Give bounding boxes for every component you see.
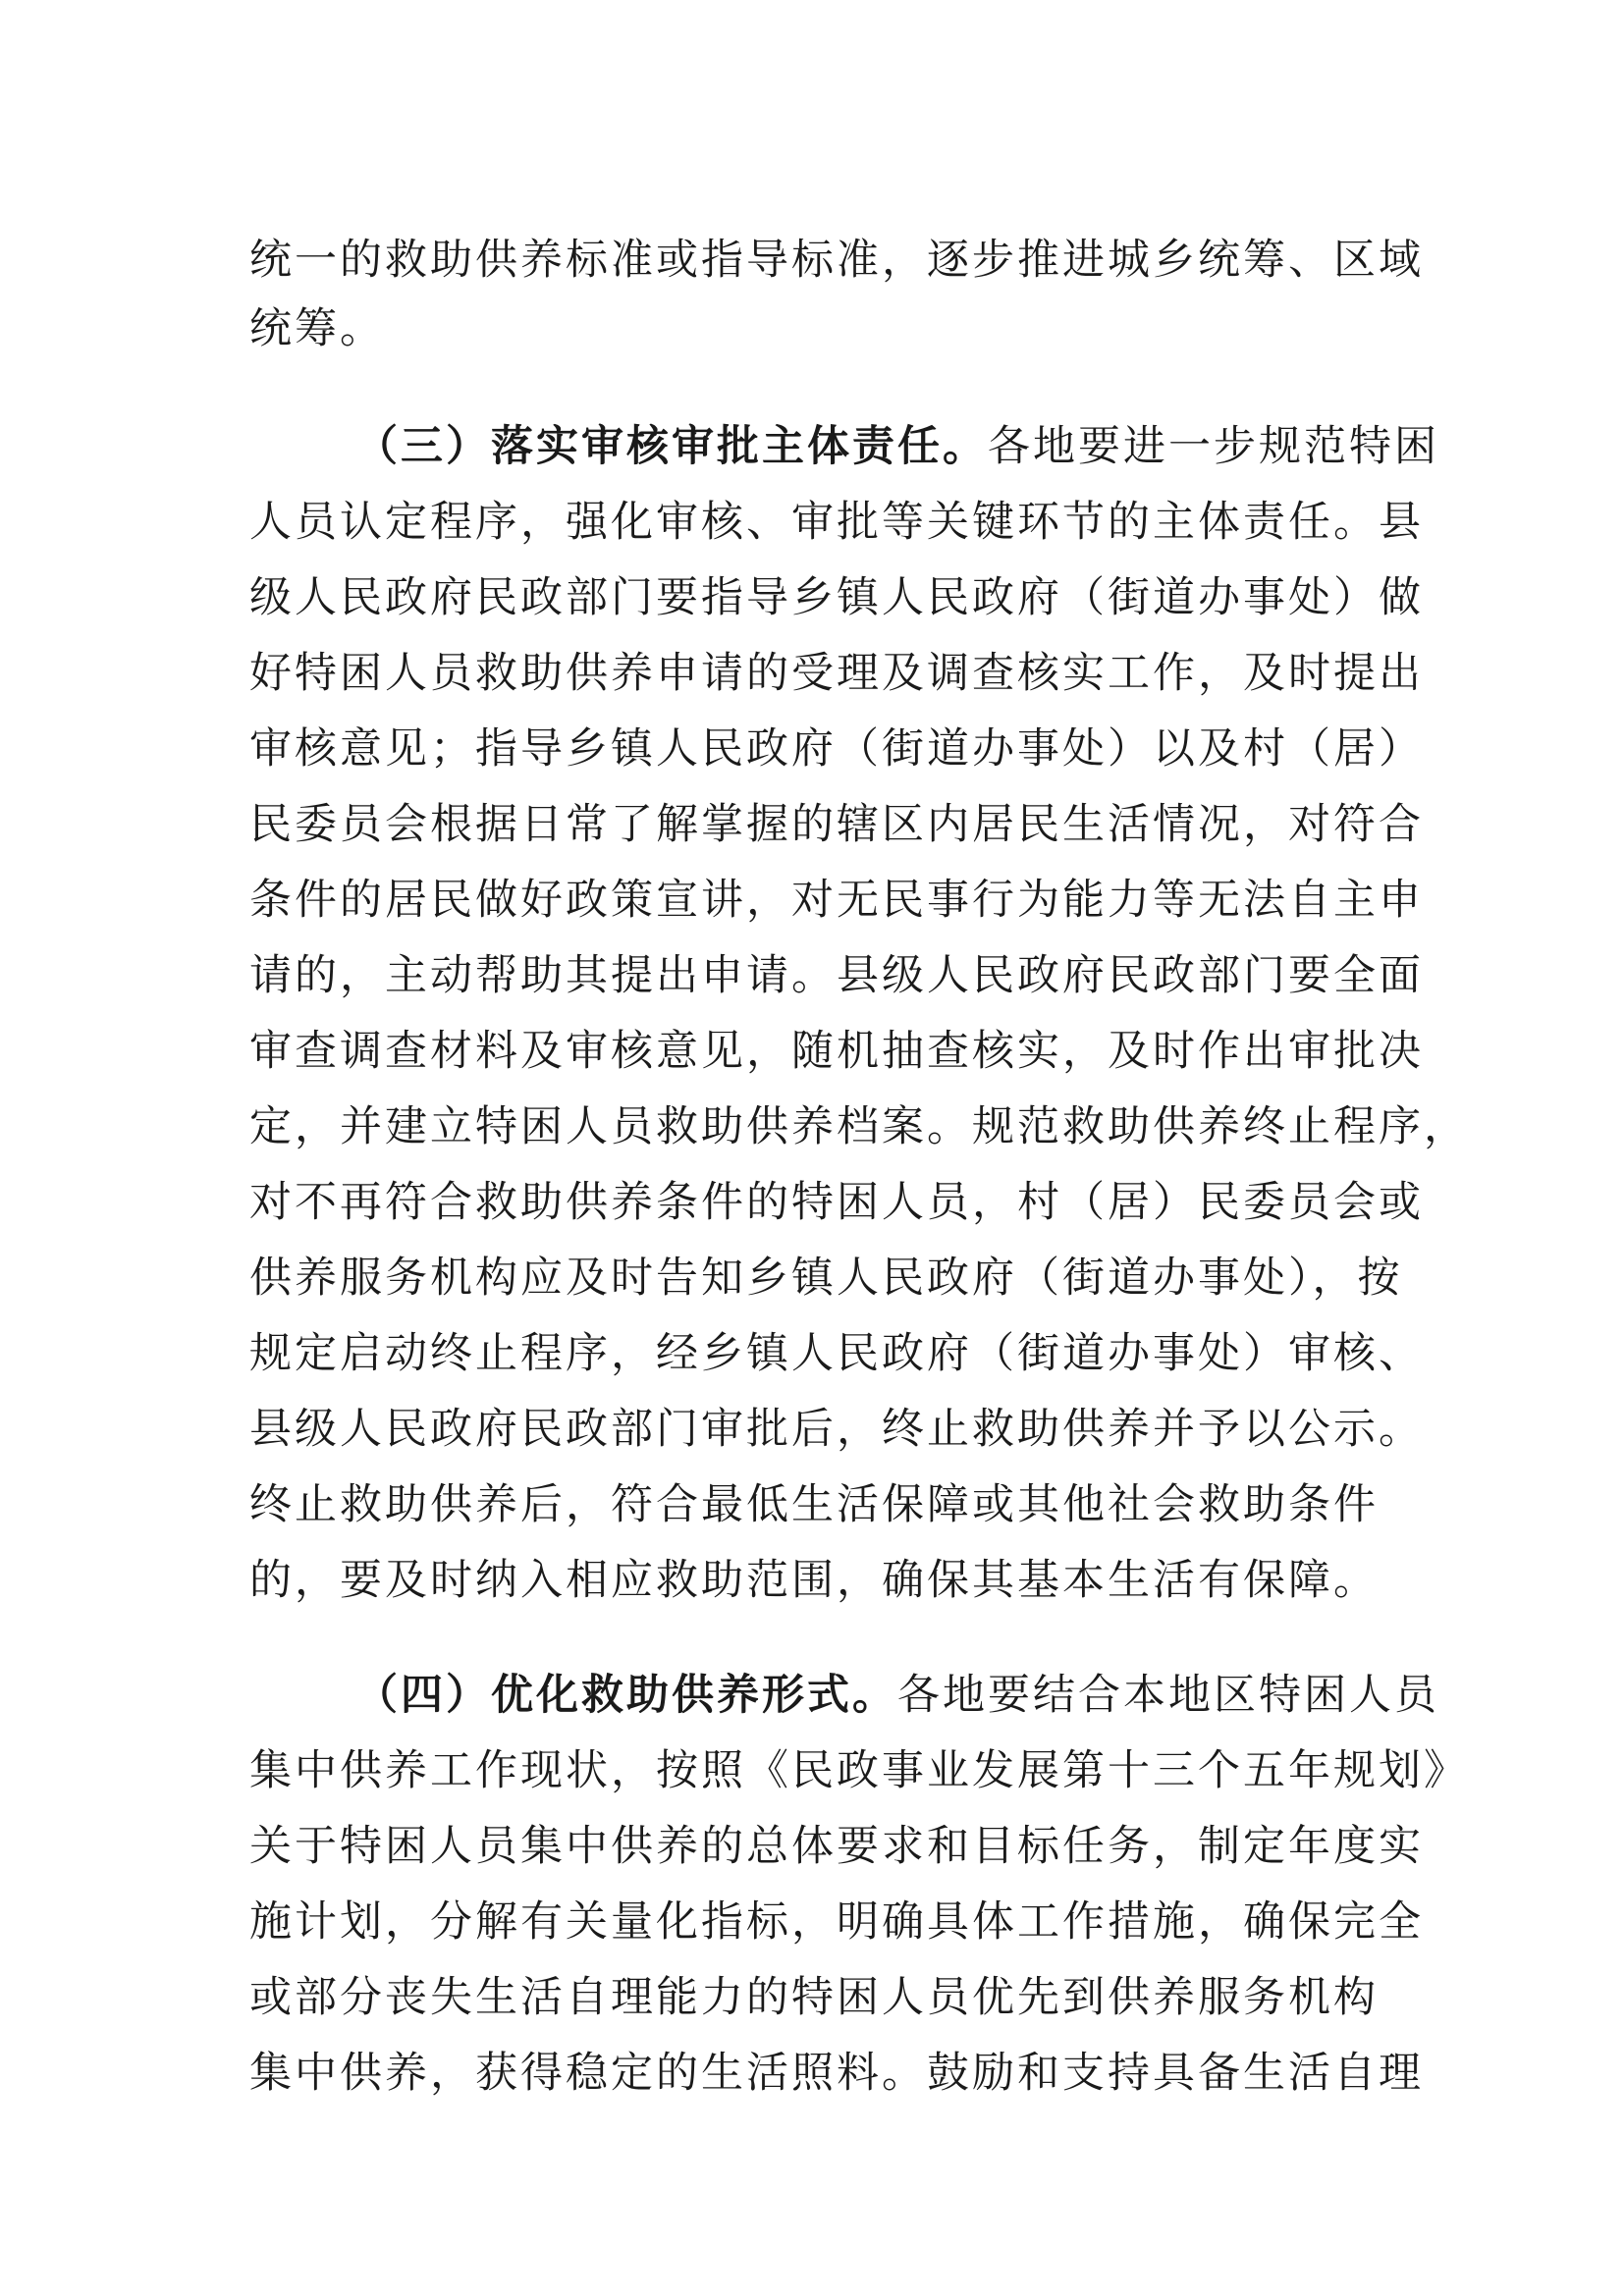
text-line: 请的，主动帮助其提出申请。县级人民政府民政部门要全面 bbox=[249, 951, 1424, 1000]
text-line: 条件的居民做好政策宣讲，对无民事行为能力等无法自主申 bbox=[249, 876, 1424, 925]
text-line: 级人民政府民政部门要指导乡镇人民政府（街道办事处）做 bbox=[249, 573, 1424, 622]
text-line: 终止救助供养后，符合最低生活保障或其他社会救助条件 bbox=[249, 1480, 1379, 1529]
text-line: 集中供养工作现状，按照《民政事业发展第十三个五年规划》 bbox=[249, 1746, 1469, 1795]
text-line: 定，并建立特困人员救助供养档案。规范救助供养终止程序， bbox=[249, 1102, 1469, 1151]
text-line: 审查调查材料及审核意见，随机抽查核实，及时作出审批决 bbox=[249, 1027, 1424, 1076]
text-line: 统筹。 bbox=[249, 304, 385, 353]
text-line: 审核意见；指导乡镇人民政府（街道办事处）以及村（居） bbox=[249, 724, 1424, 774]
text-line: 人员认定程序，强化审核、审批等关键环节的主体责任。县 bbox=[249, 498, 1424, 547]
text-line: 或部分丧失生活自理能力的特困人员优先到供养服务机构 bbox=[249, 1973, 1379, 2022]
text-segment: 各地要进一步规范特困 bbox=[988, 422, 1439, 471]
paragraph-heading-line bbox=[355, 1671, 1439, 1720]
text-line: 好特困人员救助供养申请的受理及调查核实工作，及时提出 bbox=[249, 649, 1424, 698]
text-segment: 各地要结合本地区特困人员 bbox=[897, 1671, 1439, 1720]
text-line: 对不再符合救助供养条件的特困人员，村（居）民委员会或 bbox=[249, 1178, 1424, 1227]
paragraph-heading-line bbox=[355, 422, 1439, 471]
section-heading-3: （三）落实审核审批主体责任。 bbox=[355, 422, 988, 471]
text-line: 统一的救助供养标准或指导标准，逐步推进城乡统筹、区域 bbox=[249, 236, 1424, 285]
text-line: 规定启动终止程序，经乡镇人民政府（街道办事处）审核、 bbox=[249, 1329, 1424, 1378]
text-line: 施计划，分解有关量化指标，明确具体工作措施，确保完全 bbox=[249, 1897, 1424, 1947]
text-line: 的，要及时纳入相应救助范围，确保其基本生活有保障。 bbox=[249, 1556, 1379, 1605]
text-line: 县级人民政府民政部门审批后，终止救助供养并予以公示。 bbox=[249, 1405, 1424, 1454]
text-line: 关于特困人员集中供养的总体要求和目标任务，制定年度实 bbox=[249, 1822, 1424, 1871]
section-heading-4: （四）优化救助供养形式。 bbox=[355, 1671, 897, 1720]
text-line: 集中供养，获得稳定的生活照料。鼓励和支持具备生活自理 bbox=[249, 2049, 1424, 2098]
text-line: 民委员会根据日常了解掌握的辖区内居民生活情况，对符合 bbox=[249, 800, 1424, 849]
text-line: 供养服务机构应及时告知乡镇人民政府（街道办事处），按 bbox=[249, 1254, 1403, 1303]
